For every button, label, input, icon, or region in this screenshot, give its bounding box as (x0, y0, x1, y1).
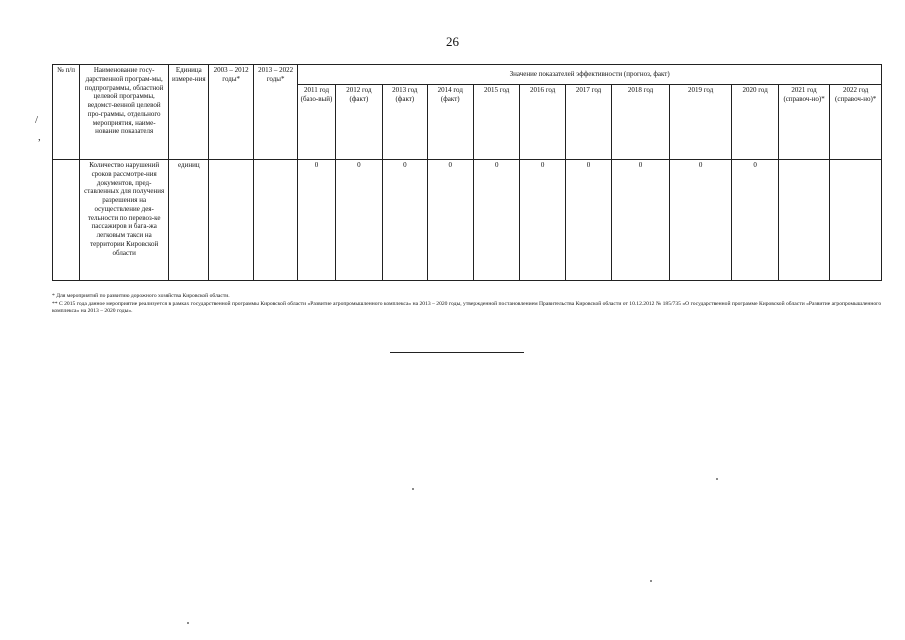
cell-value (830, 160, 882, 281)
footnotes (52, 293, 892, 316)
scan-speck (716, 478, 718, 480)
margin-mark: , (38, 131, 41, 143)
cell-value: 0 (520, 160, 565, 281)
cell-value: 0 (473, 160, 519, 281)
header-indicator-values: Значение показателей эффективности (прогноз, факт) (298, 65, 882, 85)
header-year: 2016 год (520, 85, 565, 160)
cell-value: 0 (298, 160, 335, 281)
scan-speck (187, 622, 189, 624)
cell-value: 0 (565, 160, 611, 281)
cell-num (53, 160, 80, 281)
header-year: 2012 год (факт) (335, 85, 382, 160)
cell-unit: единиц (169, 160, 209, 281)
cell-value: 0 (732, 160, 778, 281)
header-year: 2011 год (базо-вый) (298, 85, 335, 160)
header-year: 2019 год (669, 85, 732, 160)
cell-period-2013-2022 (253, 160, 297, 281)
footnote: * Для мероприятий по развитию дорожного хозяйства Кировской области. (52, 293, 230, 299)
header-year: 2018 год (612, 85, 670, 160)
header-period-2003-2012: 2003 – 2012 годы* (209, 65, 253, 160)
cell-indicator-name: Количество нарушений сроков рассмотре-ния документов, пред-ставленных для получения разрешения на осуществление дея-тельности по перевоз-ке пассажиров и бага-жа легковым такси на территории Кировской области (80, 160, 169, 281)
cell-value: 0 (612, 160, 670, 281)
cell-value: 0 (335, 160, 382, 281)
cell-value: 0 (669, 160, 732, 281)
header-year: 2022 год (справоч-но)* (830, 85, 882, 160)
cell-value: 0 (427, 160, 473, 281)
header-year: 2015 год (473, 85, 519, 160)
page-number: 26 (446, 34, 459, 49)
closing-rule (390, 352, 524, 353)
cell-value (778, 160, 829, 281)
header-year: 2014 год (факт) (427, 85, 473, 160)
header-year: 2017 год (565, 85, 611, 160)
scan-speck (412, 488, 414, 490)
header-year: 2020 год (732, 85, 778, 160)
header-period-2013-2022: 2013 – 2022 годы* (253, 65, 297, 160)
cell-value: 0 (383, 160, 427, 281)
footnote: ** С 2015 года данное мероприятие реализуется в рамках государственной программы Кировской области «Развитие агропромышленного комплекса» на 2013 – 2020 годы, утвержденной постановлением Правительства Кировской области от 10.12.2012 № 185/735 «О государственной программе Кировской области «Развитие агропромышленного комплекса» на 2013 – 2020 годы». (52, 300, 882, 315)
header-unit: Единица измере-ния (169, 65, 209, 160)
header-row (53, 65, 882, 85)
table-row (53, 160, 882, 281)
margin-mark: / (35, 114, 39, 126)
header-num: № п/п (53, 65, 80, 160)
header-name: Наименование госу-дарственной програм-мы, подпрограммы, областной целевой программы, ведомст-венной целевой про-граммы, отдельного мероприятия, наиме-нование показателя (80, 65, 169, 160)
cell-period-2003-2012 (209, 160, 253, 281)
indicators-table (52, 64, 882, 281)
header-year: 2021 год (справоч-но)* (778, 85, 829, 160)
scan-speck (650, 580, 652, 582)
header-year: 2013 год (факт) (383, 85, 427, 160)
